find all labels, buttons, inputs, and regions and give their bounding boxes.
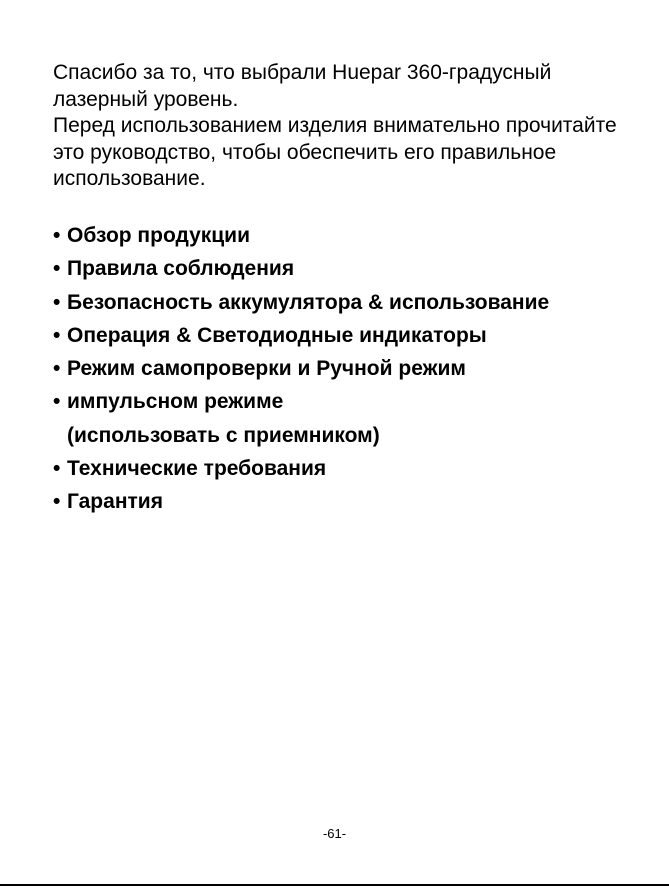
list-item-continuation: (использовать с приемником)	[67, 423, 380, 447]
list-item	[53, 252, 653, 285]
list-item	[53, 352, 653, 385]
bullet-icon: •	[53, 490, 61, 514]
intro-paragraph-thanks: Спасибо за то, что выбрали Huepar 360-градусный лазерный уровень.	[53, 61, 552, 111]
list-item-label: Операция & Светодиодные индикаторы	[67, 323, 487, 347]
list-item	[53, 385, 653, 452]
list-item	[53, 485, 653, 518]
contents-list	[53, 219, 653, 519]
bullet-icon: •	[53, 390, 61, 414]
bullet-icon: •	[53, 357, 61, 381]
list-item-label: Технические требования	[67, 457, 327, 481]
bullet-icon: •	[53, 257, 61, 281]
list-item	[53, 452, 653, 485]
list-item	[53, 319, 653, 352]
list-item-label: Гарантия	[67, 490, 163, 514]
page-number: -61-	[322, 826, 347, 841]
bullet-icon: •	[53, 224, 61, 247]
bottom-divider	[0, 884, 669, 886]
intro-text	[53, 60, 643, 193]
list-item-label: Режим самопроверки и Ручной режим	[67, 357, 466, 381]
bullet-icon: •	[53, 290, 61, 314]
bullet-icon: •	[53, 323, 61, 347]
bullet-icon: •	[53, 457, 61, 481]
list-item-label: Безопасность аккумулятора & использование	[67, 290, 550, 314]
list-item-label: Обзор продукции	[67, 224, 251, 247]
list-item-label: Правила соблюдения	[67, 257, 295, 281]
list-item	[53, 219, 653, 252]
list-item	[53, 286, 653, 319]
list-item-label: импульсном режиме	[67, 390, 284, 414]
intro-paragraph-read-manual: Перед использованием изделия внимательно прочитайте это руководство, чтобы обеспечить его правильное использование.	[53, 114, 617, 190]
